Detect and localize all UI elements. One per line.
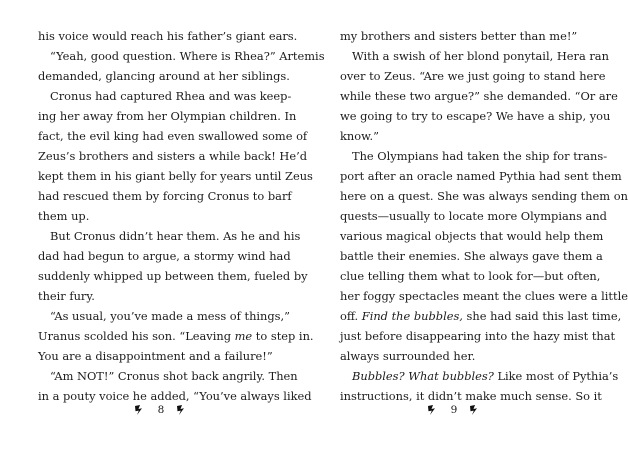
text-line: dad had begun to argue, a stormy wind had bbox=[38, 249, 291, 263]
text-line: know.” bbox=[340, 129, 379, 143]
italic-text: me bbox=[234, 329, 253, 343]
text-line: clue telling them what to look for—but often, bbox=[340, 269, 601, 283]
right-page-number: 9 bbox=[450, 404, 458, 416]
text-line: fact, the evil king had even swallowed some of bbox=[38, 129, 308, 143]
text-line: her foggy spectacles meant the clues were a little bbox=[340, 289, 628, 303]
text-line: always surrounded her. bbox=[340, 349, 476, 363]
text-line: The Olympians had taken the ship for trans- bbox=[352, 149, 608, 163]
right-page bbox=[340, 24, 628, 404]
lightning-bolt-icon bbox=[176, 404, 188, 416]
text-line: my brothers and sisters better than me!” bbox=[340, 29, 578, 43]
text-line: suddenly whipped up between them, fueled by bbox=[38, 269, 308, 283]
text-line: various magical objects that would help them bbox=[340, 229, 604, 243]
left-page-number: 8 bbox=[157, 404, 165, 416]
text-line: we going to try to escape? We have a ship, you bbox=[340, 109, 611, 123]
text-line: them up. bbox=[38, 209, 90, 223]
italic-text: Bubbles? What bubbles? bbox=[352, 369, 494, 383]
text-line: “Am NOT!” Cronus shot back angrily. Then bbox=[50, 369, 298, 383]
text-line: their fury. bbox=[38, 289, 95, 303]
text-segment: she had said this last time, bbox=[462, 309, 622, 323]
text-line: ing her away from her Olympian children. In bbox=[38, 109, 297, 123]
text-line: Zeus’s brothers and sisters a while back! He’d bbox=[38, 149, 307, 163]
lightning-bolt-icon bbox=[134, 404, 146, 416]
left-page bbox=[38, 24, 325, 404]
text-line: battle their enemies. She always gave them a bbox=[340, 249, 603, 263]
text-line: “Yeah, good question. Where is Rhea?” Artemis bbox=[50, 49, 325, 63]
text-segment: off. bbox=[340, 309, 362, 323]
text-line: But Cronus didn’t hear them. As he and his bbox=[50, 229, 301, 243]
text-line: demanded, glancing around at her siblings. bbox=[38, 69, 290, 83]
text-line: With a swish of her blond ponytail, Hera ran bbox=[352, 49, 609, 63]
text-line: while these two argue?” she demanded. “Or are bbox=[340, 89, 618, 103]
text-line: kept them in his giant belly for years until Zeus bbox=[38, 169, 313, 183]
text-line: his voice would reach his father’s giant ears. bbox=[38, 29, 298, 43]
text-line: You are a disappointment and a failure!” bbox=[38, 349, 273, 363]
text-segment: to step in. bbox=[252, 329, 314, 343]
text-line: port after an oracle named Pythia had sent them bbox=[340, 169, 622, 183]
text-segment: Like most of Pythia’s bbox=[493, 369, 619, 383]
lightning-bolt-icon bbox=[427, 404, 439, 416]
italic-text: Find the bubbles, bbox=[361, 309, 463, 323]
text-segment: Uranus scolded his son. “Leaving bbox=[38, 329, 235, 343]
text-line: “As usual, you’ve made a mess of things,” bbox=[50, 309, 290, 323]
text-line: over to Zeus. “Are we just going to stand here bbox=[340, 69, 606, 83]
text-line: in a pouty voice he added, “You’ve always liked bbox=[38, 389, 312, 403]
right-page-footer bbox=[414, 402, 494, 418]
text-line: Cronus had captured Rhea and was keep- bbox=[50, 89, 292, 103]
lightning-bolt-icon bbox=[469, 404, 481, 416]
left-page-footer bbox=[121, 402, 201, 418]
text-line: instructions, it didn’t make much sense. So it bbox=[340, 389, 602, 403]
text-line: just before disappearing into the hazy mist that bbox=[340, 329, 616, 343]
text-line: quests—usually to locate more Olympians and bbox=[340, 209, 607, 223]
text-line: had rescued them by forcing Cronus to barf bbox=[38, 189, 292, 203]
text-line: here on a quest. She was always sending them on bbox=[340, 189, 628, 203]
